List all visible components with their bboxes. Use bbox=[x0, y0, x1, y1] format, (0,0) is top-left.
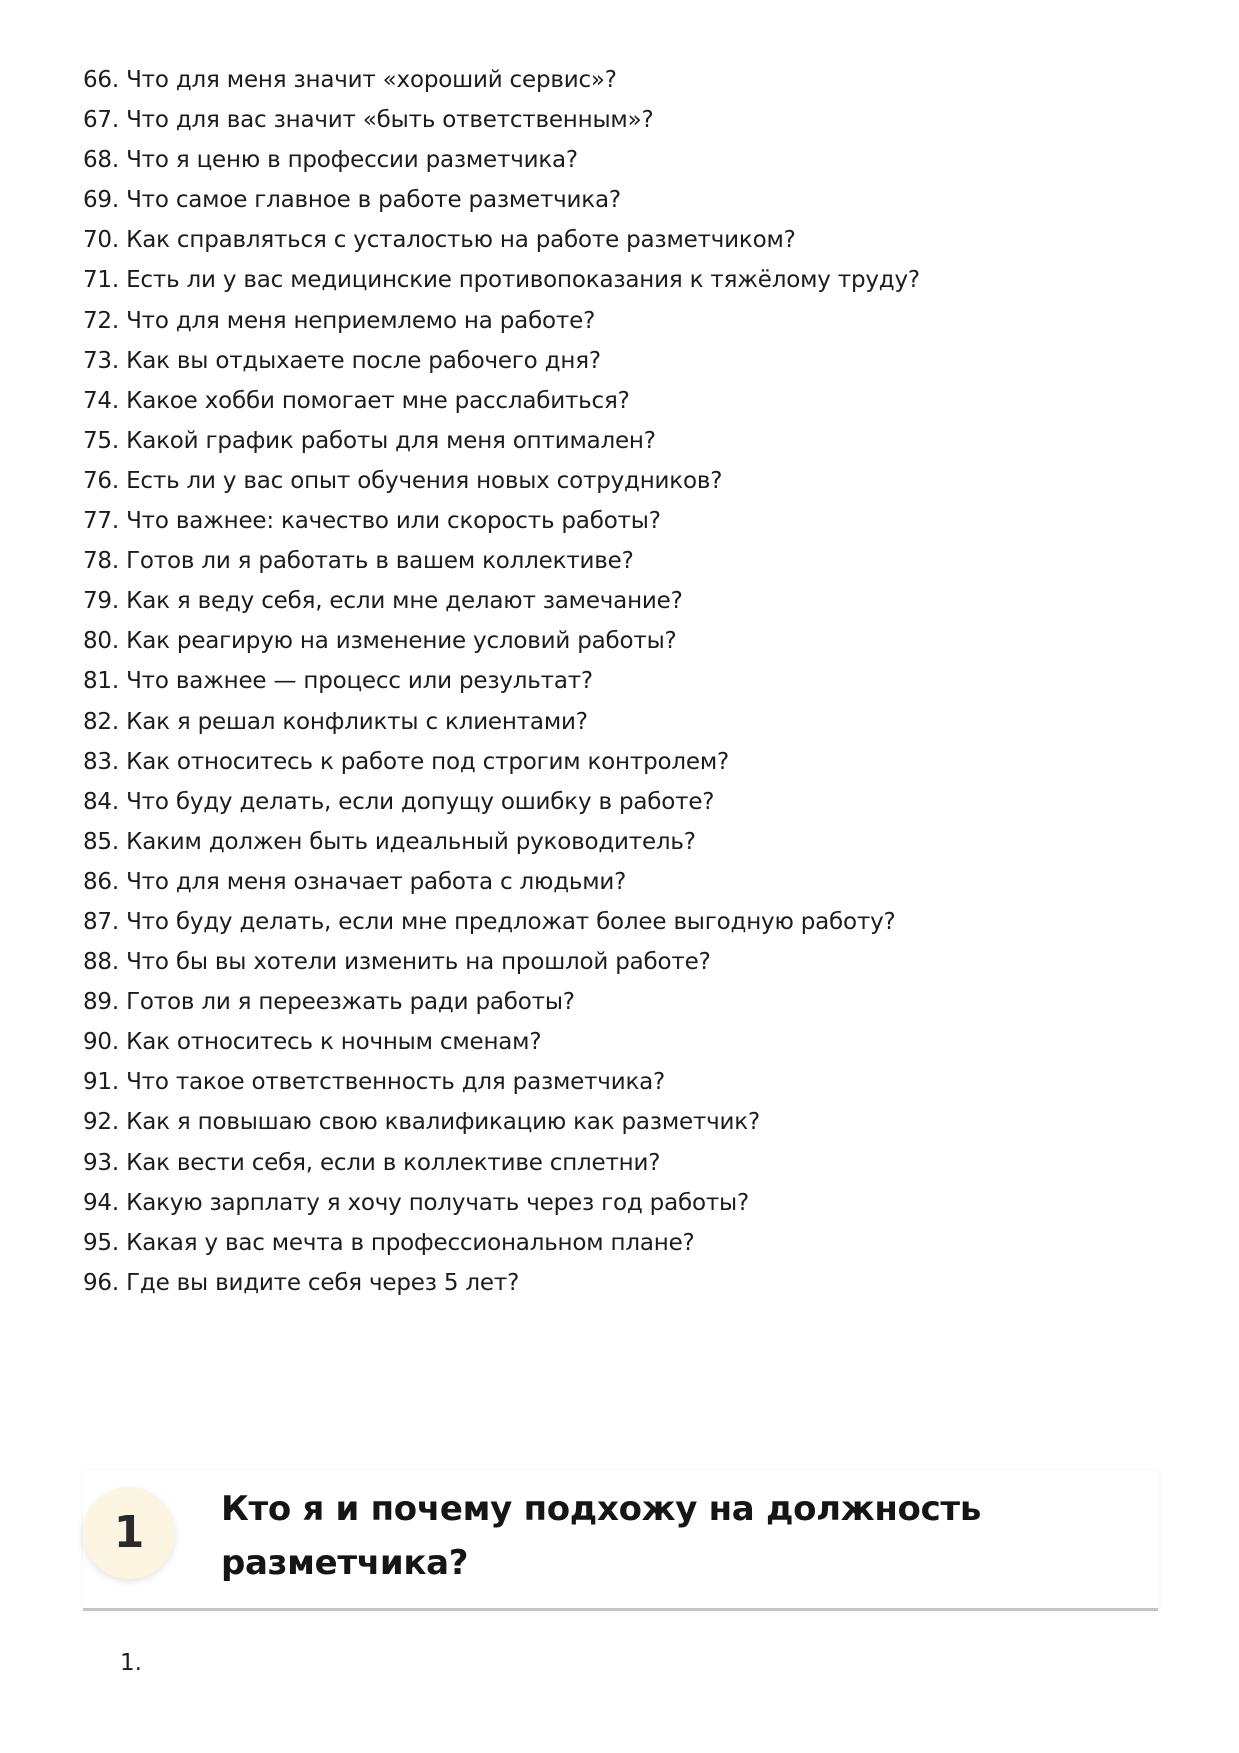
question-item: 79. Как я веду себя, если мне делают замечание? bbox=[83, 588, 683, 615]
question-item: 89. Готов ли я переезжать ради работы? bbox=[83, 989, 575, 1016]
question-item: 77. Что важнее: качество или скорость работы? bbox=[83, 508, 661, 535]
question-item: 90. Как относитесь к ночным сменам? bbox=[83, 1029, 542, 1056]
question-item: 78. Готов ли я работать в вашем коллективе? bbox=[83, 548, 634, 575]
question-item: 72. Что для меня неприемлемо на работе? bbox=[83, 307, 596, 334]
question-item: 94. Какую зарплату я хочу получать через год работы? bbox=[83, 1189, 749, 1216]
question-item: 92. Как я повышаю свою квалификацию как разметчик? bbox=[83, 1109, 760, 1136]
section-title: Кто я и почему подхожу на должность разметчика? bbox=[221, 1489, 982, 1583]
question-item: 76. Есть ли у вас опыт обучения новых сотрудников? bbox=[83, 467, 723, 494]
question-item: 82. Как я решал конфликты с клиентами? bbox=[83, 708, 588, 735]
question-item: 87. Что буду делать, если мне предложат более выгодную работу? bbox=[83, 908, 896, 935]
question-item: 80. Как реагирую на изменение условий работы? bbox=[83, 628, 677, 655]
section-header bbox=[83, 1470, 1158, 1611]
question-item: 74. Какое хобби помогает мне расслабиться? bbox=[83, 387, 630, 414]
question-item: 95. Какая у вас мечта в профессиональном плане? bbox=[83, 1229, 695, 1256]
question-item: 66. Что для меня значит «хороший сервис»? bbox=[83, 67, 617, 93]
question-item: 86. Что для меня означает работа с людьми? bbox=[83, 868, 627, 895]
question-item: 70. Как справляться с усталостью на работе разметчиком? bbox=[83, 227, 796, 254]
question-item: 68. Что я ценю в профессии разметчика? bbox=[83, 147, 578, 174]
answer-list-item: 1. bbox=[120, 1650, 142, 1676]
question-item: 81. Что важнее — процесс или результат? bbox=[83, 668, 593, 695]
question-item: 84. Что буду делать, если допущу ошибку в работе? bbox=[83, 788, 715, 815]
question-item: 88. Что бы вы хотели изменить на прошлой работе? bbox=[83, 949, 711, 976]
question-item: 96. Где вы видите себя через 5 лет? bbox=[83, 1269, 520, 1296]
question-item: 75. Какой график работы для меня оптимален? bbox=[83, 427, 656, 454]
question-item: 91. Что такое ответственность для разметчика? bbox=[83, 1069, 666, 1096]
question-item: 83. Как относитесь к работе под строгим контролем? bbox=[83, 748, 729, 775]
questions-list bbox=[83, 60, 920, 1303]
question-item: 73. Как вы отдыхаете после рабочего дня? bbox=[83, 347, 601, 374]
question-item: 93. Как вести себя, если в коллективе сплетни? bbox=[83, 1149, 661, 1176]
question-item: 71. Есть ли у вас медицинские противопоказания к тяжёлому труду? bbox=[83, 267, 920, 294]
question-item: 67. Что для вас значит «быть ответственным»? bbox=[83, 107, 654, 134]
question-item: 85. Каким должен быть идеальный руководитель? bbox=[83, 828, 696, 855]
section-number-badge: 1 bbox=[83, 1487, 175, 1579]
question-item: 69. Что самое главное в работе разметчика? bbox=[83, 187, 621, 214]
